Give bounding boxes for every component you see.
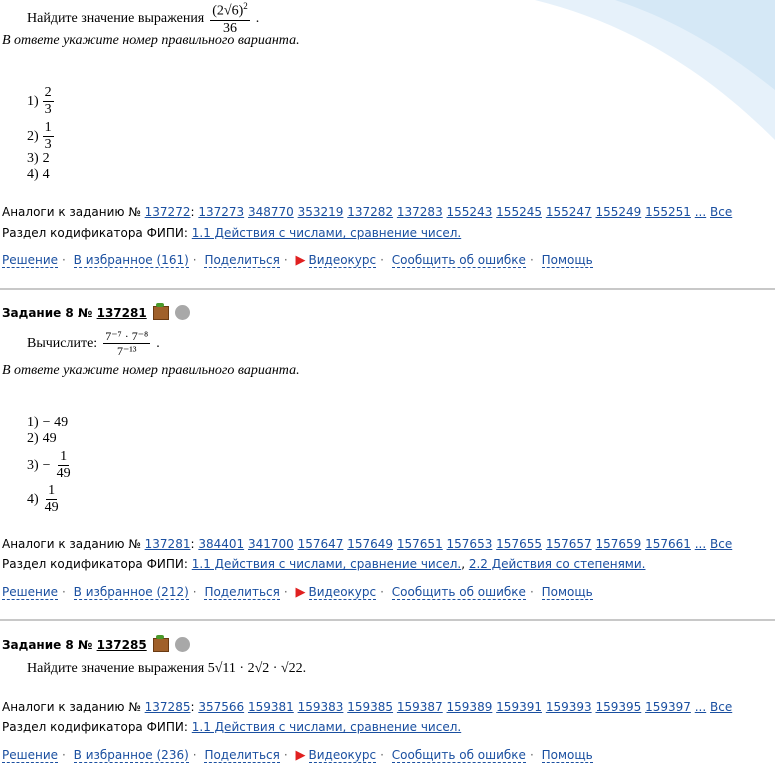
answer-hint: В ответе укажите номер правильного варианта. — [2, 33, 300, 48]
expression-fraction: $\frac{(2√6)^2}{36}$ — [212, 1, 248, 36]
solution-link[interactable]: Решение — [2, 253, 59, 267]
task-text: Вычислите: $\frac{\text{7⁻⁷ · 7⁻⁸}}{\text{7⁻¹³}}$ . — [27, 329, 160, 358]
answer-hint: В ответе укажите номер правильного варианта. — [2, 363, 300, 378]
report-error-link[interactable]: Сообщить об ошибке — [391, 748, 526, 762]
answer-option: 4) $\frac{1}{49}$ — [27, 483, 59, 515]
task-header: Задание 8 № 137281 — [2, 305, 190, 320]
analog-link[interactable]: 357566 — [198, 700, 245, 714]
codifier-link[interactable]: 1.1 Действия с числами, сравнение чисел. — [191, 720, 462, 734]
solution-link[interactable]: Решение — [2, 585, 59, 599]
more-analogs-link[interactable]: ... — [694, 205, 707, 219]
analog-link[interactable]: 137282 — [347, 205, 394, 219]
favorites-link[interactable]: В избранное (212) — [73, 585, 189, 599]
task-text: Найдите значение выражения 5√11 · 2√2 · √22. — [27, 661, 307, 676]
answer-option: 1) − 49 — [27, 415, 69, 430]
background-decoration — [475, 0, 775, 160]
separator — [0, 288, 775, 290]
separator — [0, 619, 775, 621]
task-header: Задание 8 № 137285 — [2, 637, 190, 652]
analog-link[interactable]: 384401 — [198, 537, 245, 551]
codifier-line: Раздел кодификатора ФИПИ: 1.1 Действия с числами, сравнение чисел. — [2, 720, 462, 734]
report-error-link[interactable]: Сообщить об ошибке — [391, 253, 526, 267]
analog-link[interactable]: 157651 — [396, 537, 443, 551]
analogs-line: Аналоги к заданию № 137272: 137273 348770 353219 137282 137283 155243 155245 155247 155249 155251 ... Все — [2, 205, 733, 219]
analog-link[interactable]: 159383 — [297, 700, 344, 714]
analog-link[interactable]: 155247 — [545, 205, 592, 219]
answer-option: 3) 2 — [27, 151, 50, 166]
actions-bar: Решение · В избранное (161) · Поделиться · ▶ Видеокурс · Сообщить об ошибке · Помощь — [2, 253, 593, 268]
videocourse-link[interactable]: Видеокурс — [308, 253, 377, 267]
share-link[interactable]: Поделиться — [204, 585, 280, 599]
favorites-link[interactable]: В избранное (161) — [73, 253, 189, 267]
actions-bar: Решение · В избранное (212) · Поделиться · ▶ Видеокурс · Сообщить об ошибке · Помощь — [2, 585, 593, 600]
analog-link[interactable]: 159385 — [347, 700, 394, 714]
more-analogs-link[interactable]: ... — [694, 700, 707, 714]
analog-link[interactable]: 157647 — [297, 537, 344, 551]
analog-link[interactable]: 159381 — [247, 700, 294, 714]
analog-link[interactable]: 137273 — [198, 205, 245, 219]
status-circle-icon[interactable] — [175, 305, 190, 320]
more-analogs-link[interactable]: ... — [694, 537, 707, 551]
analog-link[interactable]: 159389 — [446, 700, 493, 714]
answer-option: 2) $\frac{1}{3}$ — [27, 120, 52, 152]
status-circle-icon[interactable] — [175, 637, 190, 652]
analog-link[interactable]: 341700 — [247, 537, 294, 551]
help-link[interactable]: Помощь — [541, 748, 593, 762]
all-analogs-link[interactable]: Все — [710, 537, 733, 551]
answer-option: 1) $\frac{2}{3}$ — [27, 85, 52, 117]
chest-icon[interactable] — [153, 306, 169, 320]
codifier-line: Раздел кодификатора ФИПИ: 1.1 Действия с числами, сравнение чисел., 2.2 Действия со степенями. — [2, 557, 646, 571]
analog-link[interactable]: 353219 — [297, 205, 344, 219]
report-error-link[interactable]: Сообщить об ошибке — [391, 585, 526, 599]
codifier-link[interactable]: 2.2 Действия со степенями. — [468, 557, 646, 571]
all-analogs-link[interactable]: Все — [710, 205, 733, 219]
analog-main-link[interactable]: 137285 — [144, 700, 191, 714]
analog-link[interactable]: 157649 — [347, 537, 394, 551]
analog-link[interactable]: 155251 — [645, 205, 691, 219]
play-icon: ▶ — [295, 585, 306, 600]
play-icon: ▶ — [295, 748, 306, 763]
analog-link[interactable]: 155249 — [595, 205, 642, 219]
analog-link[interactable]: 159393 — [545, 700, 592, 714]
codifier-link[interactable]: 1.1 Действия с числами, сравнение чисел. — [191, 557, 462, 571]
all-analogs-link[interactable]: Все — [710, 700, 733, 714]
codifier-line: Раздел кодификатора ФИПИ: 1.1 Действия с числами, сравнение чисел. — [2, 226, 462, 240]
analog-main-link[interactable]: 137281 — [144, 537, 191, 551]
analog-link[interactable]: 157661 — [645, 537, 691, 551]
help-link[interactable]: Помощь — [541, 253, 593, 267]
videocourse-link[interactable]: Видеокурс — [308, 748, 377, 762]
analog-link[interactable]: 157657 — [545, 537, 592, 551]
analogs-line: Аналоги к заданию № 137281: 384401 341700 157647 157649 157651 157653 157655 157657 157659 157661 ... Все — [2, 537, 733, 551]
videocourse-link[interactable]: Видеокурс — [308, 585, 377, 599]
analog-link[interactable]: 157659 — [595, 537, 642, 551]
chest-icon[interactable] — [153, 638, 169, 652]
analogs-line: Аналоги к заданию № 137285: 357566 159381 159383 159385 159387 159389 159391 159393 159395 159397 ... Все — [2, 700, 733, 714]
answer-option: 3) − $\frac{1}{49}$ — [27, 449, 71, 481]
analog-link[interactable]: 155245 — [496, 205, 542, 219]
expression-fraction: $\frac{\text{7⁻⁷ · 7⁻⁸}}{\text{7⁻¹³}}$ — [105, 329, 149, 358]
analog-link[interactable]: 159387 — [396, 700, 443, 714]
task-number-link[interactable]: 137285 — [96, 637, 147, 652]
answer-option: 4) 4 — [27, 167, 50, 182]
actions-bar: Решение · В избранное (236) · Поделиться · ▶ Видеокурс · Сообщить об ошибке · Помощь — [2, 748, 593, 763]
analog-main-link[interactable]: 137272 — [144, 205, 191, 219]
analog-link[interactable]: 159395 — [595, 700, 642, 714]
analog-link[interactable]: 137283 — [396, 205, 443, 219]
analog-link[interactable]: 348770 — [247, 205, 294, 219]
analog-link[interactable]: 159391 — [496, 700, 542, 714]
analog-link[interactable]: 155243 — [446, 205, 493, 219]
analog-link[interactable]: 159397 — [645, 700, 691, 714]
share-link[interactable]: Поделиться — [204, 253, 280, 267]
solution-link[interactable]: Решение — [2, 748, 59, 762]
analog-link[interactable]: 157655 — [496, 537, 542, 551]
task-number-link[interactable]: 137281 — [96, 305, 147, 320]
task-text: Найдите значение выражения $\frac{(2√6)^2}{36}$ . — [27, 1, 260, 36]
answer-option: 2) 49 — [27, 431, 57, 446]
share-link[interactable]: Поделиться — [204, 748, 280, 762]
codifier-link[interactable]: 1.1 Действия с числами, сравнение чисел. — [191, 226, 462, 240]
play-icon: ▶ — [295, 253, 306, 268]
favorites-link[interactable]: В избранное (236) — [73, 748, 189, 762]
analog-link[interactable]: 157653 — [446, 537, 493, 551]
help-link[interactable]: Помощь — [541, 585, 593, 599]
